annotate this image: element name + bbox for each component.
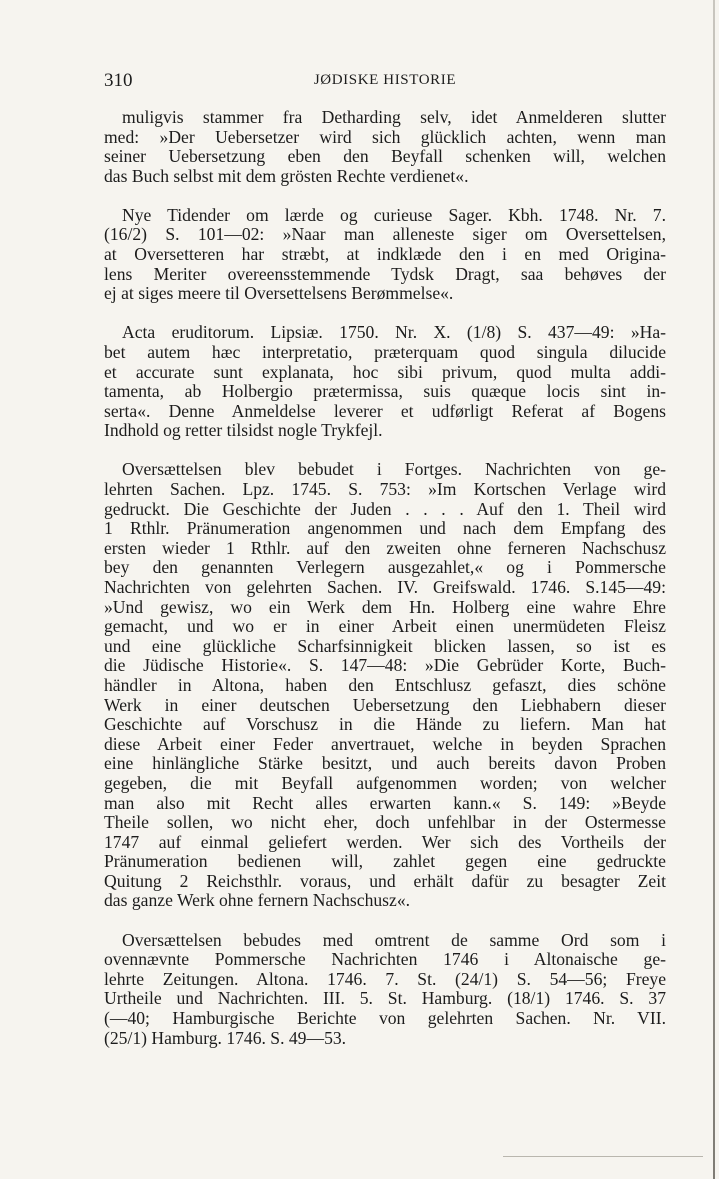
text-line: Oversættelsen blev bebudet i Fortges. Nachrichten von ge-	[122, 459, 666, 480]
text-line: gemacht, und wo er in einer Arbeit einen unermüdeten Fleisz	[104, 616, 666, 637]
text-line: Indhold og retter tilsidst nogle Trykfejl.	[104, 420, 383, 441]
text-line: (—40; Hamburgische Berichte von gelehrten Sachen. Nr. VII.	[104, 1007, 666, 1028]
paragraph	[104, 460, 666, 911]
text-line: Geschichte auf Vorschusz in die Hände zu liefern. Man hat	[104, 714, 666, 735]
text-line: at Oversetteren har stræbt, at indklæde den i en med Origina-	[104, 244, 666, 265]
text-line: serta«. Denne Anmeldelse leverer et udførligt Referat af Bogens	[104, 400, 666, 421]
text-line: und eine glückliche Scharfsinnigkeit blicken lassen, so ist es	[104, 635, 666, 656]
paragraph	[104, 323, 666, 441]
text-line: diese Arbeit einer Feder anvertrauet, welche in beyden Sprachen	[104, 733, 666, 754]
text-line: (16/2) S. 101—02: »Naar man alleneste siger om Oversettelsen,	[104, 224, 666, 245]
text-line: Oversættelsen bebudes med omtrent de samme Ord som i	[122, 929, 666, 950]
text-line: lens Meriter overeensstemmende Tydsk Dragt, saa behøves der	[104, 263, 666, 284]
text-line: ej at siges meere til Oversettelsens Berømmelse«.	[104, 283, 454, 304]
text-line: man also mit Recht alles erwarten kann.« S. 149: »Beyde	[104, 792, 666, 813]
text-line: Werk in einer deutschen Uebersetzung den Liebhabern dieser	[104, 694, 666, 715]
text-line: muligvis stammer fra Detharding selv, idet Anmelderen slutter	[122, 107, 666, 127]
text-line: seiner Uebersetzung eben den Beyfall schenken will, welchen	[104, 146, 666, 167]
text-line: gegeben, die mit Beyfall aufgenommen worden; von welcher	[104, 772, 666, 793]
text-line: Nye Tidender om lærde og curieuse Sager. Kbh. 1748. Nr. 7.	[122, 204, 666, 225]
page-header	[104, 70, 666, 94]
text-line: et accurate sunt explanata, hoc sibi privum, quod multa addi-	[104, 361, 666, 382]
text-line: Pränumeration bedienen will, zahlet gegen eine gedruckte	[104, 851, 666, 872]
paragraph	[104, 206, 666, 304]
text-line: Nachrichten von gelehrten Sachen. IV. Greifswald. 1746. S.145—49:	[104, 576, 666, 597]
text-line: die Jüdische Historie«. S. 147—48: »Die Gebrüder Korte, Buch-	[104, 655, 666, 676]
text-line: händler in Altona, haben den Entschlusz gefaszt, dies schöne	[104, 674, 666, 695]
text-line: 1 Rthlr. Pränumeration angenommen und nach dem Empfang des	[104, 518, 666, 539]
text-line: eine hinlängliche Stärke besitzt, und auch bereits davon Proben	[104, 753, 666, 774]
text-line: Acta eruditorum. Lipsiæ. 1750. Nr. X. (1/8) S. 437—49: »Ha-	[122, 322, 666, 343]
text-line: bet autem hæc interpretatio, præterquam quod singula dilucide	[104, 341, 666, 362]
text-line: lehrte Zeitungen. Altona. 1746. 7. St. (24/1) S. 54—56; Freye	[104, 968, 666, 989]
text-line: Urtheile und Nachrichten. III. 5. St. Hamburg. (18/1) 1746. S. 37	[104, 988, 666, 1009]
text-line: »Und gewisz, wo ein Werk dem Hn. Holberg eine wahre Ehre	[104, 596, 666, 617]
body-text	[104, 108, 666, 1068]
paragraph	[104, 931, 666, 1049]
text-line: lehrten Sachen. Lpz. 1745. S. 753: »Im Kortschen Verlage wird	[104, 479, 666, 499]
text-line: 1747 auf einmal geliefert werden. Wer sich des Vortheils der	[104, 831, 666, 852]
text-line: das ganze Werk ohne fernern Nachschusz«.	[104, 890, 411, 911]
text-line: ersten wieder 1 Rthlr. auf den zweiten ohne ferneren Nachschusz	[104, 537, 666, 558]
running-head: JØDISKE HISTORIE	[313, 72, 457, 88]
text-line: Theile sollen, wo nicht eher, doch unfehlbar in der Ostermesse	[104, 812, 666, 833]
bottom-rule	[503, 1156, 703, 1157]
page-number: 310	[104, 70, 133, 91]
text-line: (25/1) Hamburg. 1746. S. 49—53.	[104, 1027, 347, 1048]
text-line: med: »Der Uebersetzer wird sich glücklich achten, wenn man	[104, 126, 666, 147]
page-edge-shadow	[713, 0, 715, 1179]
text-line: ovennævnte Pommersche Nachrichten 1746 i Altonaische ge-	[104, 949, 666, 970]
text-line: gedruckt. Die Geschichte der Juden . . . . Auf den 1. Theil wird	[104, 498, 666, 519]
paragraph	[104, 108, 666, 186]
text-line: bey den genannten Verlegern ausgezahlet,« og i Pommersche	[104, 557, 666, 578]
text-line: tamenta, ab Holbergio prætermissa, suis quæque locis sint in-	[104, 381, 666, 402]
text-line: das Buch selbst mit dem grösten Rechte verdienet«.	[104, 165, 469, 186]
text-line: Quitung 2 Reichsthlr. voraus, und erhält dafür zu besagter Zeit	[104, 870, 666, 891]
